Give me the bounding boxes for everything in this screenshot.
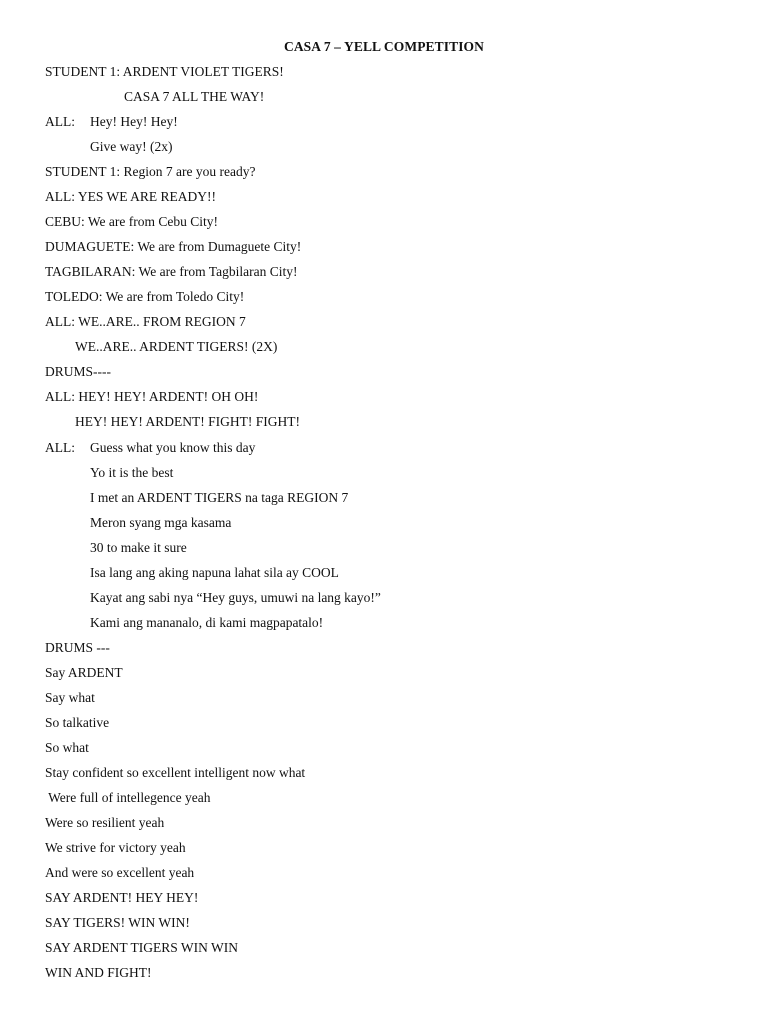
text-line: So talkative xyxy=(45,715,110,730)
text-line: Stay confident so excellent intelligent now what xyxy=(45,765,306,780)
speaker-label: ALL: xyxy=(45,114,75,129)
text-line: SAY ARDENT TIGERS WIN WIN xyxy=(45,940,239,955)
text-line: WE..ARE.. ARDENT TIGERS! (2X) xyxy=(75,339,278,354)
text-line: Were so resilient yeah xyxy=(45,815,165,830)
text-line: DUMAGUETE: We are from Dumaguete City! xyxy=(45,239,302,254)
text-line: CASA 7 ALL THE WAY! xyxy=(124,89,265,104)
text-line: WIN AND FIGHT! xyxy=(45,965,152,980)
text-line xyxy=(45,439,255,457)
document-title: CASA 7 – YELL COMPETITION xyxy=(283,39,485,54)
text-line: Say what xyxy=(45,690,95,705)
text-line: STUDENT 1: ARDENT VIOLET TIGERS! xyxy=(45,64,284,79)
speaker-label: ALL: xyxy=(45,440,75,455)
text-line: Say ARDENT xyxy=(45,665,123,680)
text-line: I met an ARDENT TIGERS na taga REGION 7 xyxy=(90,490,349,505)
text-line: And were so excellent yeah xyxy=(45,865,195,880)
line-text: Guess what you know this day xyxy=(90,440,256,455)
text-line: We strive for victory yeah xyxy=(45,840,186,855)
text-line: Meron syang mga kasama xyxy=(90,515,232,530)
text-line: Yo it is the best xyxy=(90,465,174,480)
text-line xyxy=(45,113,178,131)
text-line: CEBU: We are from Cebu City! xyxy=(45,214,219,229)
text-line: ALL: YES WE ARE READY!! xyxy=(45,189,216,204)
text-line: DRUMS --- xyxy=(45,640,110,655)
text-line: Isa lang ang aking napuna lahat sila ay COOL xyxy=(90,565,339,580)
text-line: TOLEDO: We are from Toledo City! xyxy=(45,289,245,304)
text-line: TAGBILARAN: We are from Tagbilaran City! xyxy=(45,264,298,279)
text-line: DRUMS---- xyxy=(45,364,111,379)
text-line: STUDENT 1: Region 7 are you ready? xyxy=(45,164,256,179)
text-line: Were full of intellegence yeah xyxy=(45,790,211,805)
text-line: SAY ARDENT! HEY HEY! xyxy=(45,890,199,905)
text-line: Kami ang mananalo, di kami magpapatalo! xyxy=(90,615,324,630)
line-text: Hey! Hey! Hey! xyxy=(90,114,178,129)
text-line: So what xyxy=(45,740,89,755)
text-line: Give way! (2x) xyxy=(90,139,173,154)
text-line: ALL: WE..ARE.. FROM REGION 7 xyxy=(45,314,246,329)
text-line: SAY TIGERS! WIN WIN! xyxy=(45,915,190,930)
text-line: ALL: HEY! HEY! ARDENT! OH OH! xyxy=(45,389,259,404)
text-line: 30 to make it sure xyxy=(90,540,187,555)
text-line: Kayat ang sabi nya “Hey guys, umuwi na lang kayo!” xyxy=(90,590,381,605)
text-line: HEY! HEY! ARDENT! FIGHT! FIGHT! xyxy=(75,414,300,429)
